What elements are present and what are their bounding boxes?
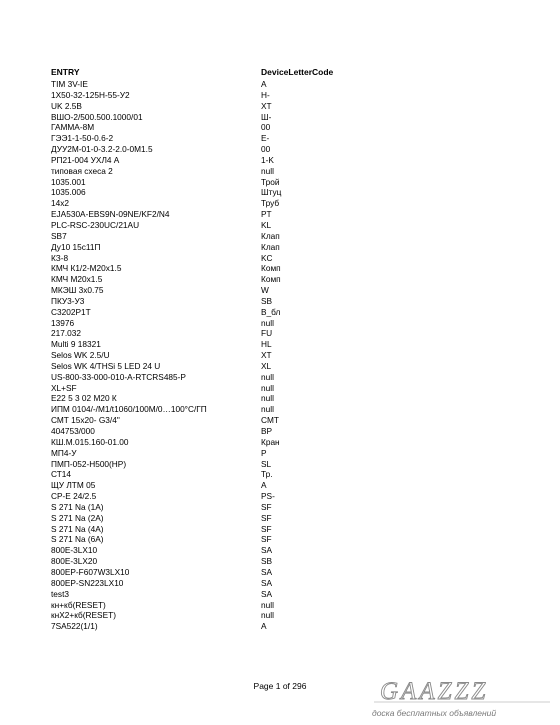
entry-cell: Multi 9 18321 <box>51 339 101 350</box>
watermark-tagline: доска бесплатных объявлений <box>372 708 497 718</box>
device-letter-code-cell: Кран <box>261 436 280 447</box>
table-row <box>0 296 560 307</box>
entry-cell: test3 <box>51 588 69 599</box>
entry-cell: Selos WK 4/THSi 5 LED 24 U <box>51 360 161 371</box>
table-row <box>0 459 560 470</box>
entry-cell: МКЭШ 3x0.75 <box>51 285 104 296</box>
table-row <box>0 187 560 198</box>
device-letter-code-cell: SB <box>261 295 273 306</box>
table-row <box>0 133 560 144</box>
table-row <box>0 101 560 112</box>
device-letter-code-cell: null <box>261 371 274 382</box>
entry-cell: Ду10 15с11П <box>51 241 101 252</box>
entry-cell: CP-E 24/2.5 <box>51 491 97 502</box>
entry-cell: 1035.006 <box>51 187 86 198</box>
entry-cell: ВШО-2/500.500.1000/01 <box>51 111 143 122</box>
device-letter-code-cell: PT <box>261 209 272 220</box>
table-row <box>0 318 560 329</box>
table-row <box>0 437 560 448</box>
entry-cell: С3202Р1Т <box>51 306 91 317</box>
table-row <box>0 361 560 372</box>
device-letter-code-cell: SF <box>261 534 272 545</box>
entry-cell: кн+кб(RESET) <box>51 599 106 610</box>
device-letter-code-cell: FU <box>261 328 273 339</box>
table-row <box>0 404 560 415</box>
table-row <box>0 177 560 188</box>
device-letter-code-cell: XT <box>261 100 272 111</box>
device-letter-code-cell: SA <box>261 577 273 588</box>
device-letter-code-cell: Клап <box>261 241 280 252</box>
entry-cell: XL+SF <box>51 382 77 393</box>
page-number: Page 1 of 296 <box>253 681 307 691</box>
entry-cell: ГАММА-8М <box>51 122 95 133</box>
entry-cell: ПКУ3-У3 <box>51 295 85 306</box>
entry-cell: 13976 <box>51 317 75 328</box>
device-letter-code-cell: Труб <box>261 198 280 209</box>
entry-cell: КШ.М.015.160-01.00 <box>51 436 129 447</box>
entry-cell: UK 2.5B <box>51 100 82 111</box>
column-header-entry: ENTRY <box>51 67 80 77</box>
device-letter-code-cell: Комп <box>261 263 281 274</box>
entry-cell: 800EP-SN223LX10 <box>51 577 124 588</box>
table-row <box>0 112 560 123</box>
watermark-logo-text: GAAZZZ <box>380 678 489 705</box>
table-row <box>0 122 560 133</box>
device-letter-code-cell: null <box>261 165 274 176</box>
device-letter-code-cell: SA <box>261 566 273 577</box>
device-letter-code-cell: null <box>261 382 274 393</box>
device-letter-code-cell: A <box>261 79 267 89</box>
table-row <box>0 231 560 242</box>
entry-cell: 1X50-32-125H-55-У2 <box>51 89 130 100</box>
table-row <box>0 621 560 632</box>
table-row <box>0 198 560 209</box>
entry-cell: 1035.001 <box>51 176 86 187</box>
table-row <box>0 242 560 253</box>
entry-cell: МП4-У <box>51 447 77 458</box>
device-letter-code-cell: P <box>261 447 267 458</box>
table-row <box>0 350 560 361</box>
entry-cell: КМЧ К1/2-М20x1.5 <box>51 263 122 274</box>
watermark-logo <box>370 672 555 722</box>
entry-cell: КЗ-8 <box>51 252 69 263</box>
table-row <box>0 383 560 394</box>
table-row <box>0 545 560 556</box>
entry-cell: S 271 Na (6A) <box>51 534 104 545</box>
table-row <box>0 328 560 339</box>
table-row <box>0 534 560 545</box>
device-letter-code-cell: XT <box>261 350 272 361</box>
entry-cell: КМЧ М20x1.5 <box>51 274 103 285</box>
device-letter-code-cell: 00 <box>261 144 271 155</box>
table-row <box>0 253 560 264</box>
entry-cell: Е22 5 3 02 М20 К <box>51 393 117 404</box>
device-letter-code-cell: Комп <box>261 274 281 285</box>
table-row <box>0 372 560 383</box>
table-row <box>0 393 560 404</box>
entry-cell: S 271 Na (4A) <box>51 523 104 534</box>
device-letter-code-cell: H- <box>261 89 270 100</box>
table-row <box>0 415 560 426</box>
device-letter-code-cell: B_бл <box>261 306 281 317</box>
table-row <box>0 502 560 513</box>
device-letter-code-cell: null <box>261 317 274 328</box>
entry-cell: 217.032 <box>51 328 81 339</box>
device-letter-code-cell: KL <box>261 219 272 230</box>
device-letter-code-cell: Клап <box>261 230 280 241</box>
device-letter-code-cell: SL <box>261 458 272 469</box>
device-letter-code-cell: SA <box>261 588 273 599</box>
entry-cell: Selos WK 2.5/U <box>51 350 110 361</box>
device-letter-code-cell: Тр. <box>261 469 273 480</box>
entry-cell: 404753/000 <box>51 426 95 436</box>
entry-cell: TIM 3V-IE <box>51 79 88 89</box>
table-row <box>0 426 560 437</box>
device-letter-code-cell: SF <box>261 523 272 534</box>
table-row <box>0 578 560 589</box>
device-letter-code-cell: A <box>261 621 267 632</box>
entry-cell: кнХ2+кб(RESET) <box>51 610 116 621</box>
table-row <box>0 285 560 296</box>
table-row <box>0 524 560 535</box>
device-letter-code-cell: E- <box>261 133 270 144</box>
device-letter-code-cell: 1-K <box>261 154 274 165</box>
entry-cell: ГЭЭ1-1-50-0.6-2 <box>51 133 114 144</box>
entry-cell: 800E-3LX10 <box>51 545 98 556</box>
entry-cell: ИПМ 0104/-/М1/t1060/100М/0…100°С/ГП <box>51 404 207 415</box>
entries-table <box>0 79 560 632</box>
table-row <box>0 469 560 480</box>
table-row <box>0 480 560 491</box>
entry-cell: ПМП-052-Н500(НР) <box>51 458 127 469</box>
table-row <box>0 600 560 611</box>
table-row <box>0 90 560 101</box>
device-letter-code-cell: 00 <box>261 122 271 133</box>
table-row <box>0 274 560 285</box>
device-letter-code-cell: CMT <box>261 415 279 426</box>
entry-cell: типовая схеса 2 <box>51 165 113 176</box>
device-letter-code-cell: A <box>261 480 267 491</box>
device-letter-code-cell: SF <box>261 512 272 523</box>
entry-cell: EJA530A-EBS9N-09NE/KF2/N4 <box>51 209 170 220</box>
table-row <box>0 155 560 166</box>
device-letter-code-cell: HL <box>261 339 272 350</box>
entry-cell: PLC-RSC-230UC/21AU <box>51 219 140 230</box>
device-letter-code-cell: W <box>261 285 269 296</box>
entry-cell: 800EP-F607W3LX10 <box>51 566 130 577</box>
entry-cell: S 271 Na (1A) <box>51 501 104 512</box>
device-letter-code-cell: SA <box>261 545 273 556</box>
table-row <box>0 339 560 350</box>
table-row <box>0 209 560 220</box>
device-letter-code-cell: SF <box>261 501 272 512</box>
device-letter-code-cell: Трой <box>261 176 280 187</box>
device-letter-code-cell: null <box>261 610 274 621</box>
table-row <box>0 589 560 600</box>
entry-cell: 7SA522(1/1) <box>51 621 98 632</box>
table-row <box>0 263 560 274</box>
table-row <box>0 556 560 567</box>
entry-cell: US-800-33-000-010-A-RTCRS485-P <box>51 371 186 382</box>
table-row <box>0 610 560 621</box>
table-row <box>0 144 560 155</box>
device-letter-code-cell: null <box>261 599 274 610</box>
table-row <box>0 491 560 502</box>
table-row <box>0 220 560 231</box>
device-letter-code-cell: Ш- <box>261 111 272 122</box>
entry-cell: 800E-3LX20 <box>51 556 98 567</box>
device-letter-code-cell: XL <box>261 360 272 371</box>
entry-cell: ЩУ ЛТМ 05 <box>51 480 96 491</box>
device-letter-code-cell: PS- <box>261 491 275 502</box>
entry-cell: СТ14 <box>51 469 72 480</box>
device-letter-code-cell: null <box>261 393 274 404</box>
device-letter-code-cell: BP <box>261 426 273 436</box>
column-header-device-letter-code: DeviceLetterCode <box>261 67 334 77</box>
device-letter-code-cell: Штуц <box>261 187 282 198</box>
table-row <box>0 79 560 90</box>
table-row <box>0 166 560 177</box>
table-row <box>0 567 560 578</box>
entry-cell: S 271 Na (2A) <box>51 512 104 523</box>
entry-cell: ДУУ2М-01-0-3.2-2.0-0М1.5 <box>51 144 153 155</box>
table-row <box>0 513 560 524</box>
device-letter-code-cell: SB <box>261 556 273 567</box>
table-row <box>0 448 560 459</box>
entry-cell: 14x2 <box>51 198 69 209</box>
entry-cell: СМТ 15x20- G3/4" <box>51 415 120 426</box>
device-letter-code-cell: null <box>261 404 274 415</box>
entry-cell: SB7 <box>51 230 67 241</box>
table-row <box>0 307 560 318</box>
device-letter-code-cell: KC <box>261 252 273 263</box>
entry-cell: РП21-004 УХЛ4 А <box>51 154 120 165</box>
